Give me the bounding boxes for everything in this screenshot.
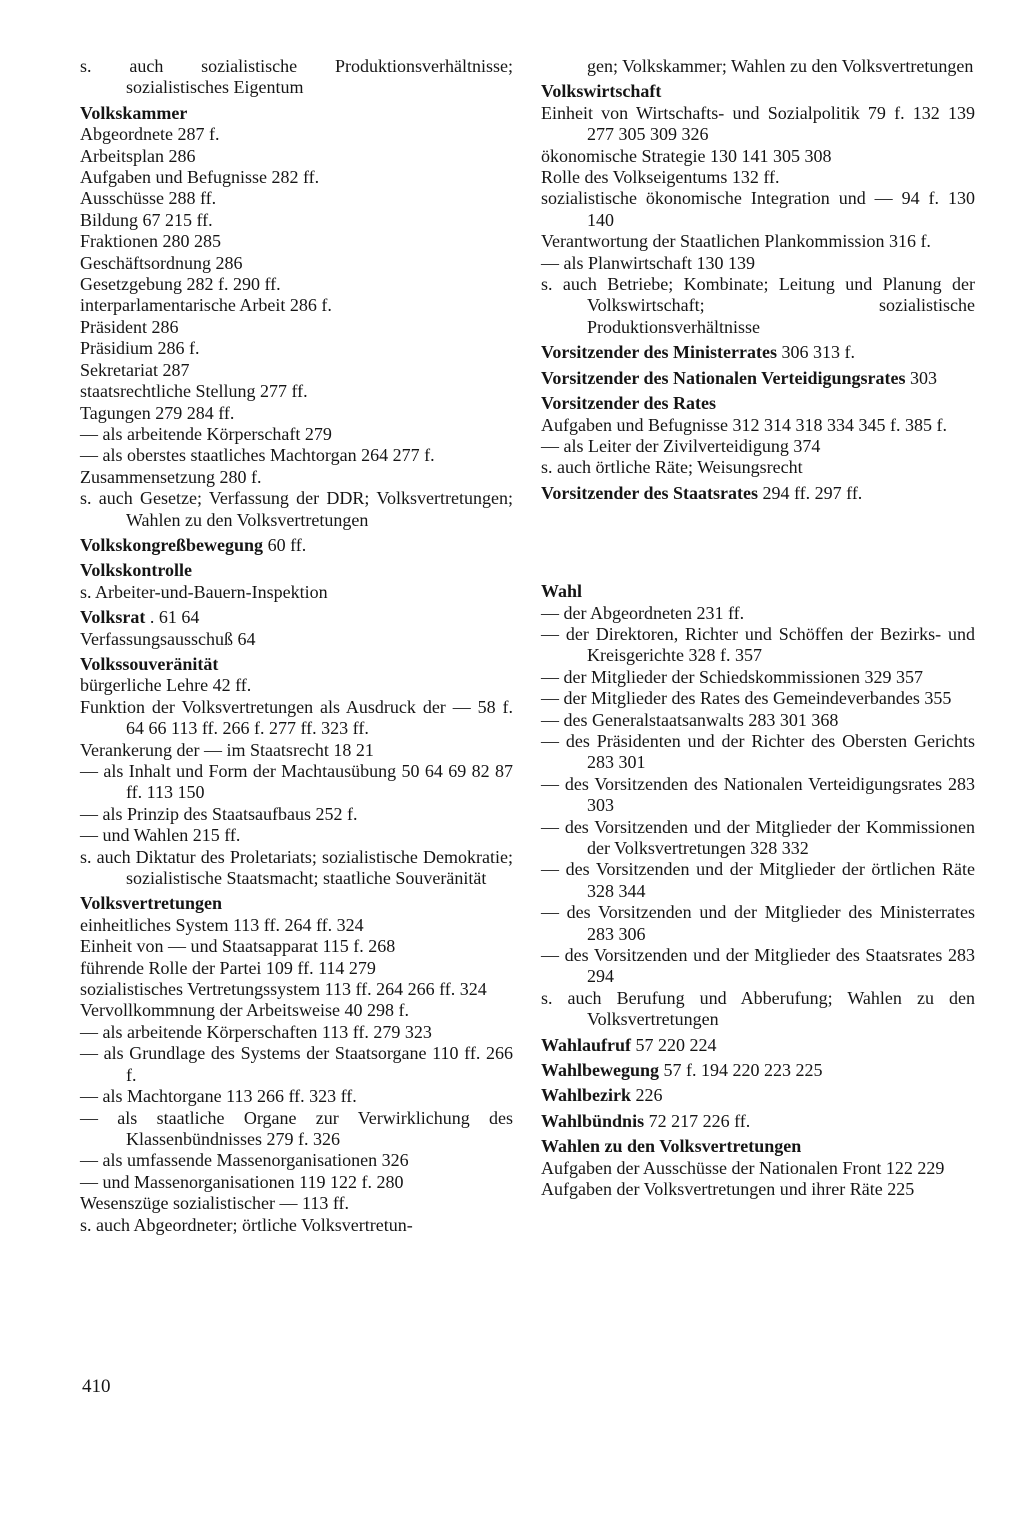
index-entry: Fraktionen 280 285 xyxy=(80,231,221,252)
index-entry: Einheit von — und Staatsapparat 115 f. 268 xyxy=(80,936,396,957)
index-heading xyxy=(541,483,975,504)
index-entry: bürgerliche Lehre 42 ff. xyxy=(80,675,252,696)
index-entry: s. Arbeiter-und-Bauern-Inspektion xyxy=(80,581,328,602)
index-column-right xyxy=(541,56,975,1201)
index-entry: Aufgaben und Befugnisse 312 314 318 334 345 f. 385 f. xyxy=(541,414,947,435)
index-heading-term: Vorsitzender des Nationalen Verteidigungsrates xyxy=(541,367,906,388)
index-heading-term: Wahlbezirk xyxy=(541,1085,632,1106)
index-heading xyxy=(80,535,513,556)
index-entry: s. auch Berufung und Abberufung; Wahlen zu den Volksvertretungen xyxy=(541,987,975,1030)
index-heading xyxy=(80,893,513,914)
index-heading xyxy=(541,1111,975,1132)
index-heading-term: Volksvertretungen xyxy=(80,893,223,914)
index-entry: einheitliches System 113 ff. 264 ff. 324 xyxy=(80,914,364,935)
index-heading-term: Vorsitzender des Rates xyxy=(541,393,716,414)
index-heading-term: Volkskammer xyxy=(80,102,188,123)
index-entry: — als arbeitende Körperschaft 279 xyxy=(80,423,332,444)
index-entry: Verfassungsausschuß 64 xyxy=(80,628,256,649)
index-column-left xyxy=(80,56,513,1236)
index-heading-term: Volkswirtschaft xyxy=(541,81,662,102)
index-heading xyxy=(80,560,513,581)
index-entry: Tagungen 279 284 ff. xyxy=(80,402,235,423)
index-entry: Rolle des Volkseigentums 132 ff. xyxy=(541,167,780,188)
index-entry: — des Vorsitzenden und der Mitglieder des Staatsrates 283 294 xyxy=(541,945,975,987)
index-entry: — als staatliche Organe zur Verwirklichung des Klassenbündnisses 279 f. 326 xyxy=(80,1107,513,1149)
index-heading xyxy=(541,342,975,363)
index-entry: s. auch örtliche Räte; Weisungsrecht xyxy=(541,457,803,478)
index-entry: Bildung 67 215 ff. xyxy=(80,209,213,230)
index-entry: Geschäftsordnung 286 xyxy=(80,252,243,273)
index-entry: Aufgaben der Ausschüsse der Nationalen Front 122 229 xyxy=(541,1157,945,1178)
index-heading xyxy=(541,581,975,602)
index-entry: — des Vorsitzenden des Nationalen Verteidigungsrates 283 303 xyxy=(541,773,975,816)
index-entry: — des Vorsitzenden und der Mitglieder des Ministerrates 283 306 xyxy=(541,902,975,944)
index-heading-term: Wahlaufruf xyxy=(541,1034,632,1055)
index-heading-pages: 57 f. 194 220 223 225 xyxy=(663,1060,823,1081)
index-heading xyxy=(541,393,975,414)
index-entry: — als Machtorgane 113 266 ff. 323 ff. xyxy=(80,1086,357,1107)
index-entry: — als Planwirtschaft 130 139 xyxy=(541,252,755,273)
index-heading-term: Volkssouveränität xyxy=(80,653,219,674)
index-heading-pages: 72 217 226 ff. xyxy=(648,1110,751,1131)
index-entry: — und Massenorganisationen 119 122 f. 280 xyxy=(80,1171,404,1192)
index-heading-pages: 294 ff. 297 ff. xyxy=(762,482,863,503)
index-entry: Einheit von Wirtschafts- und Sozialpolitik 79 f. 132 139 277 305 309 326 xyxy=(541,102,975,145)
index-entry: Aufgaben der Volksvertretungen und ihrer Räte 225 xyxy=(541,1179,915,1200)
index-heading-pages: 60 ff. xyxy=(267,534,307,555)
index-entry: s. auch sozialistische Produktionsverhältnisse; sozialistisches Eigentum xyxy=(80,56,513,98)
index-entry: Ausschüsse 288 ff. xyxy=(80,188,217,209)
section-gap xyxy=(541,504,975,577)
index-entry: — der Mitglieder des Rates des Gemeindeverbandes 355 xyxy=(541,688,952,709)
index-heading xyxy=(80,654,513,675)
index-entry: Aufgaben und Befugnisse 282 ff. xyxy=(80,167,320,188)
index-entry: s. auch Abgeordneter; örtliche Volksvertretun- xyxy=(80,1214,413,1235)
index-entry: sozialistisches Vertretungssystem 113 ff. 264 266 ff. 324 xyxy=(80,979,487,1000)
index-heading-term: Vorsitzender des Staatsrates xyxy=(541,482,758,503)
index-entry: — als umfassende Massenorganisationen 326 xyxy=(80,1150,409,1171)
index-heading xyxy=(541,368,975,389)
index-heading-term: Wahlbewegung xyxy=(541,1060,660,1081)
index-entry: — des Generalstaatsanwalts 283 301 368 xyxy=(541,709,839,730)
index-entry: — des Vorsitzenden und der Mitglieder der örtlichen Räte 328 344 xyxy=(541,859,975,901)
index-heading-pages: 57 220 224 xyxy=(635,1034,717,1055)
index-heading xyxy=(541,1085,975,1106)
index-heading-term: Wahl xyxy=(541,581,583,602)
index-heading-term: Vorsitzender des Ministerrates xyxy=(541,342,777,363)
index-entry: Sekretariat 287 xyxy=(80,359,190,380)
index-heading-pages: . 61 64 xyxy=(149,607,200,628)
index-entry: ökonomische Strategie 130 141 305 308 xyxy=(541,145,832,166)
index-entry: Vervollkommnung der Arbeitsweise 40 298 f. xyxy=(80,1000,409,1021)
index-entry: — als arbeitende Körperschaften 113 ff. 279 323 xyxy=(80,1021,432,1042)
index-entry: Verankerung der — im Staatsrecht 18 21 xyxy=(80,739,374,760)
index-entry: gen; Volkskammer; Wahlen zu den Volksvertretungen xyxy=(587,56,974,76)
index-entry: — als oberstes staatliches Machtorgan 264 277 f. xyxy=(80,445,435,466)
index-entry: interparlamentarische Arbeit 286 f. xyxy=(80,295,332,316)
index-heading-term: Volksrat xyxy=(80,607,146,628)
index-entry: — des Vorsitzenden und der Mitglieder der Kommissionen der Volksvertretungen 328 332 xyxy=(541,816,975,858)
index-heading-pages: 226 xyxy=(635,1085,663,1106)
index-entry: führende Rolle der Partei 109 ff. 114 279 xyxy=(80,957,376,978)
index-heading-term: Wahlbündnis xyxy=(541,1110,645,1131)
index-entry: — der Abgeordneten 231 ff. xyxy=(541,602,745,623)
index-entry: — als Inhalt und Form der Machtausübung 50 64 69 82 87 ff. 113 150 xyxy=(80,761,513,803)
index-entry: — der Direktoren, Richter und Schöffen der Bezirks- und Kreisgerichte 328 f. 357 xyxy=(541,623,975,666)
index-entry: — als Leiter der Zivilverteidigung 374 xyxy=(541,435,821,456)
index-entry: Verantwortung der Staatlichen Plankommission 316 f. xyxy=(541,231,931,252)
index-heading-pages: 303 xyxy=(910,367,937,388)
index-heading-term: Wahlen zu den Volksvertretungen xyxy=(541,1136,802,1157)
index-entry: staatsrechtliche Stellung 277 ff. xyxy=(80,381,308,402)
index-heading-term: Volkskongreßbewegung xyxy=(80,534,264,555)
index-entry: Präsidium 286 f. xyxy=(80,338,200,359)
index-entry: Abgeordnete 287 f. xyxy=(80,124,220,145)
index-entry: s. auch Gesetze; Verfassung der DDR; Volksvertretungen; Wahlen zu den Volksvertretungen xyxy=(80,488,513,530)
index-entry: — als Grundlage des Systems der Staatsorgane 110 ff. 266 f. xyxy=(80,1043,513,1085)
page-number: 410 xyxy=(82,1376,111,1397)
index-entry: s. auch Betriebe; Kombinate; Leitung und Planung der Volkswirtschaft; sozialistische Produktionsverhältnisse xyxy=(541,274,975,337)
index-heading xyxy=(541,1060,975,1081)
index-heading xyxy=(541,1035,975,1056)
index-heading xyxy=(541,81,975,102)
index-entry: Gesetzgebung 282 f. 290 ff. xyxy=(80,274,281,295)
index-entry: Zusammensetzung 280 f. xyxy=(80,466,262,487)
index-entry: — und Wahlen 215 ff. xyxy=(80,825,241,846)
index-entry: Wesenszüge sozialistischer — 113 ff. xyxy=(80,1193,349,1214)
index-entry: Funktion der Volksvertretungen als Ausdruck der — 58 f. 64 66 113 ff. 266 f. 277 ff. 323 ff. xyxy=(80,696,513,739)
index-entry: Arbeitsplan 286 xyxy=(80,145,196,166)
index-heading-pages: 306 313 f. xyxy=(781,342,855,363)
index-entry: sozialistische ökonomische Integration und — 94 f. 130 140 xyxy=(541,188,975,230)
index-entry: — als Prinzip des Staatsaufbaus 252 f. xyxy=(80,803,358,824)
index-entry: — der Mitglieder der Schiedskommissionen 329 357 xyxy=(541,666,923,687)
index-entry: s. auch Diktatur des Proletariats; sozialistische Demokratie; sozialistische Staatsmacht; staatliche Souveränität xyxy=(80,846,513,889)
index-entry: Präsident 286 xyxy=(80,316,179,337)
index-heading xyxy=(80,103,513,124)
index-heading xyxy=(541,1136,975,1157)
index-heading-term: Volkskontrolle xyxy=(80,560,193,581)
index-entry: — des Präsidenten und der Richter des Obersten Gerichts 283 301 xyxy=(541,730,975,773)
index-heading xyxy=(80,607,513,628)
